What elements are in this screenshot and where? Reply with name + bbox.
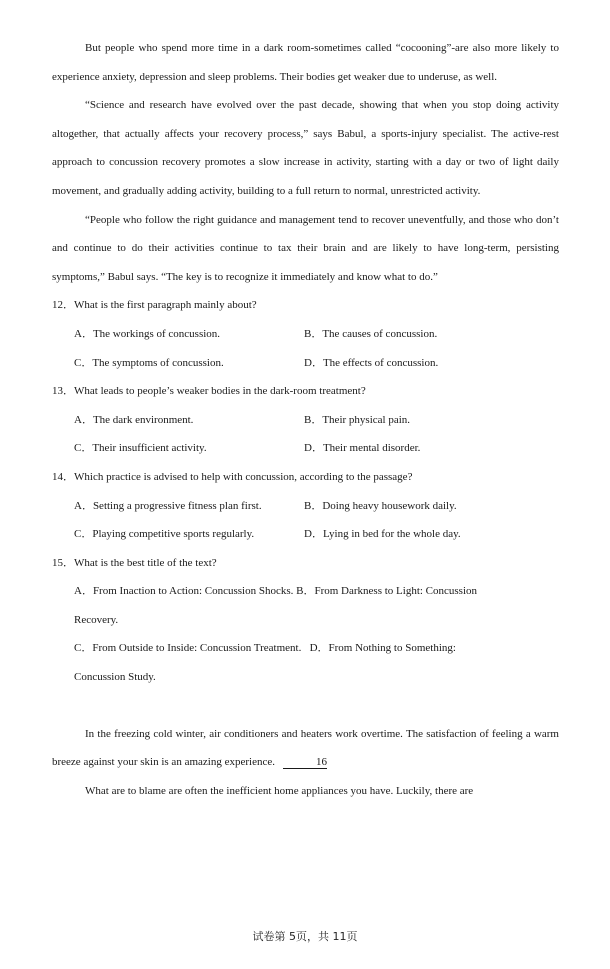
passage2-paragraph-2: What are to blame are often the inefficient home appliances you have. Luckily, there are — [85, 784, 474, 797]
passage-paragraph-2: “Science and research have evolved over the past decade, showing that when you stop doing activity altogether, that actually affects your recovery process,” says Babul, a sports-injury specialist. The active-rest approach to concussion recovery promotes a slow increase in activity, starting with a day or two of light daily movement, and gradually adding activity, building to a full return to normal, unrestricted activity. — [52, 99, 559, 197]
question-14-option-c: C．Playing competitive sports regularly. — [74, 528, 255, 541]
question-13-option-d: D．Their mental disorder. — [304, 442, 421, 455]
question-12-option-d: D．The effects of concussion. — [304, 356, 439, 369]
passage-paragraph-3: “People who follow the right guidance and management tend to recover uneventfully, and those who don’t and continue to do their activities continue to tax their brain and are likely to have long-term, persisting symptoms,” Babul says. “The key is to recognize it immediately and know what to do.” — [52, 213, 559, 283]
question-13-option-a: A．The dark environment. — [74, 413, 194, 426]
question-13-option-c: C．Their insufficient activity. — [74, 442, 207, 455]
question-13-option-b: B．Their physical pain. — [304, 413, 411, 426]
blank-16: 16 — [283, 756, 327, 769]
page-content — [52, 34, 559, 805]
question-12-option-a: A．The workings of concussion. — [74, 327, 221, 340]
question-13-stem: 13．What leads to people’s weaker bodies in the dark-room treatment? — [52, 385, 366, 398]
question-14-option-d: D．Lying in bed for the whole day. — [304, 528, 461, 541]
question-12-options-row-2 — [52, 349, 559, 378]
question-15-options-line-4: Concussion Study. — [74, 671, 156, 684]
question-12-options-row-1 — [52, 320, 559, 349]
question-12-stem: 12．What is the first paragraph mainly about? — [52, 299, 257, 312]
question-14-option-b: B．Doing heavy housework daily. — [304, 499, 457, 512]
question-15-options-line-2: Recovery. — [74, 613, 119, 626]
section-gap — [52, 692, 559, 720]
question-13-options-row-2 — [52, 434, 559, 463]
passage2-paragraph-1-text: In the freezing cold winter, air conditioners and heaters work overtime. The satisfaction of feeling a warm breeze against your skin is an amazing experience. — [52, 727, 559, 769]
question-13-options-row-1 — [52, 406, 559, 435]
page-footer: 试卷第 5页，共 11页 — [252, 930, 358, 943]
question-15-options-line-3: C．From Outside to Inside: Concussion Treatment. D．From Nothing to Something: — [74, 642, 456, 655]
question-14-options-row-2 — [52, 520, 559, 549]
passage2-paragraph-1 — [52, 720, 559, 777]
question-15-stem: 15．What is the best title of the text? — [52, 556, 217, 569]
question-14-option-a: A．Setting a progressive fitness plan first. — [74, 499, 262, 512]
question-15-options-line-1: A．From Inaction to Action: Concussion Shocks. B．From Darkness to Light: Concussion — [74, 585, 478, 598]
question-14-stem: 14．Which practice is advised to help with concussion, according to the passage? — [52, 470, 413, 483]
passage-paragraph-1: But people who spend more time in a dark room-sometimes called “cocooning”-are also more likely to experience anxiety, depression and sleep problems. Their bodies get weaker due to underuse, as well. — [52, 42, 559, 83]
question-14-options-row-1 — [52, 492, 559, 521]
question-12-option-b: B．The causes of concussion. — [304, 327, 438, 340]
question-12-option-c: C．The symptoms of concussion. — [74, 356, 224, 369]
